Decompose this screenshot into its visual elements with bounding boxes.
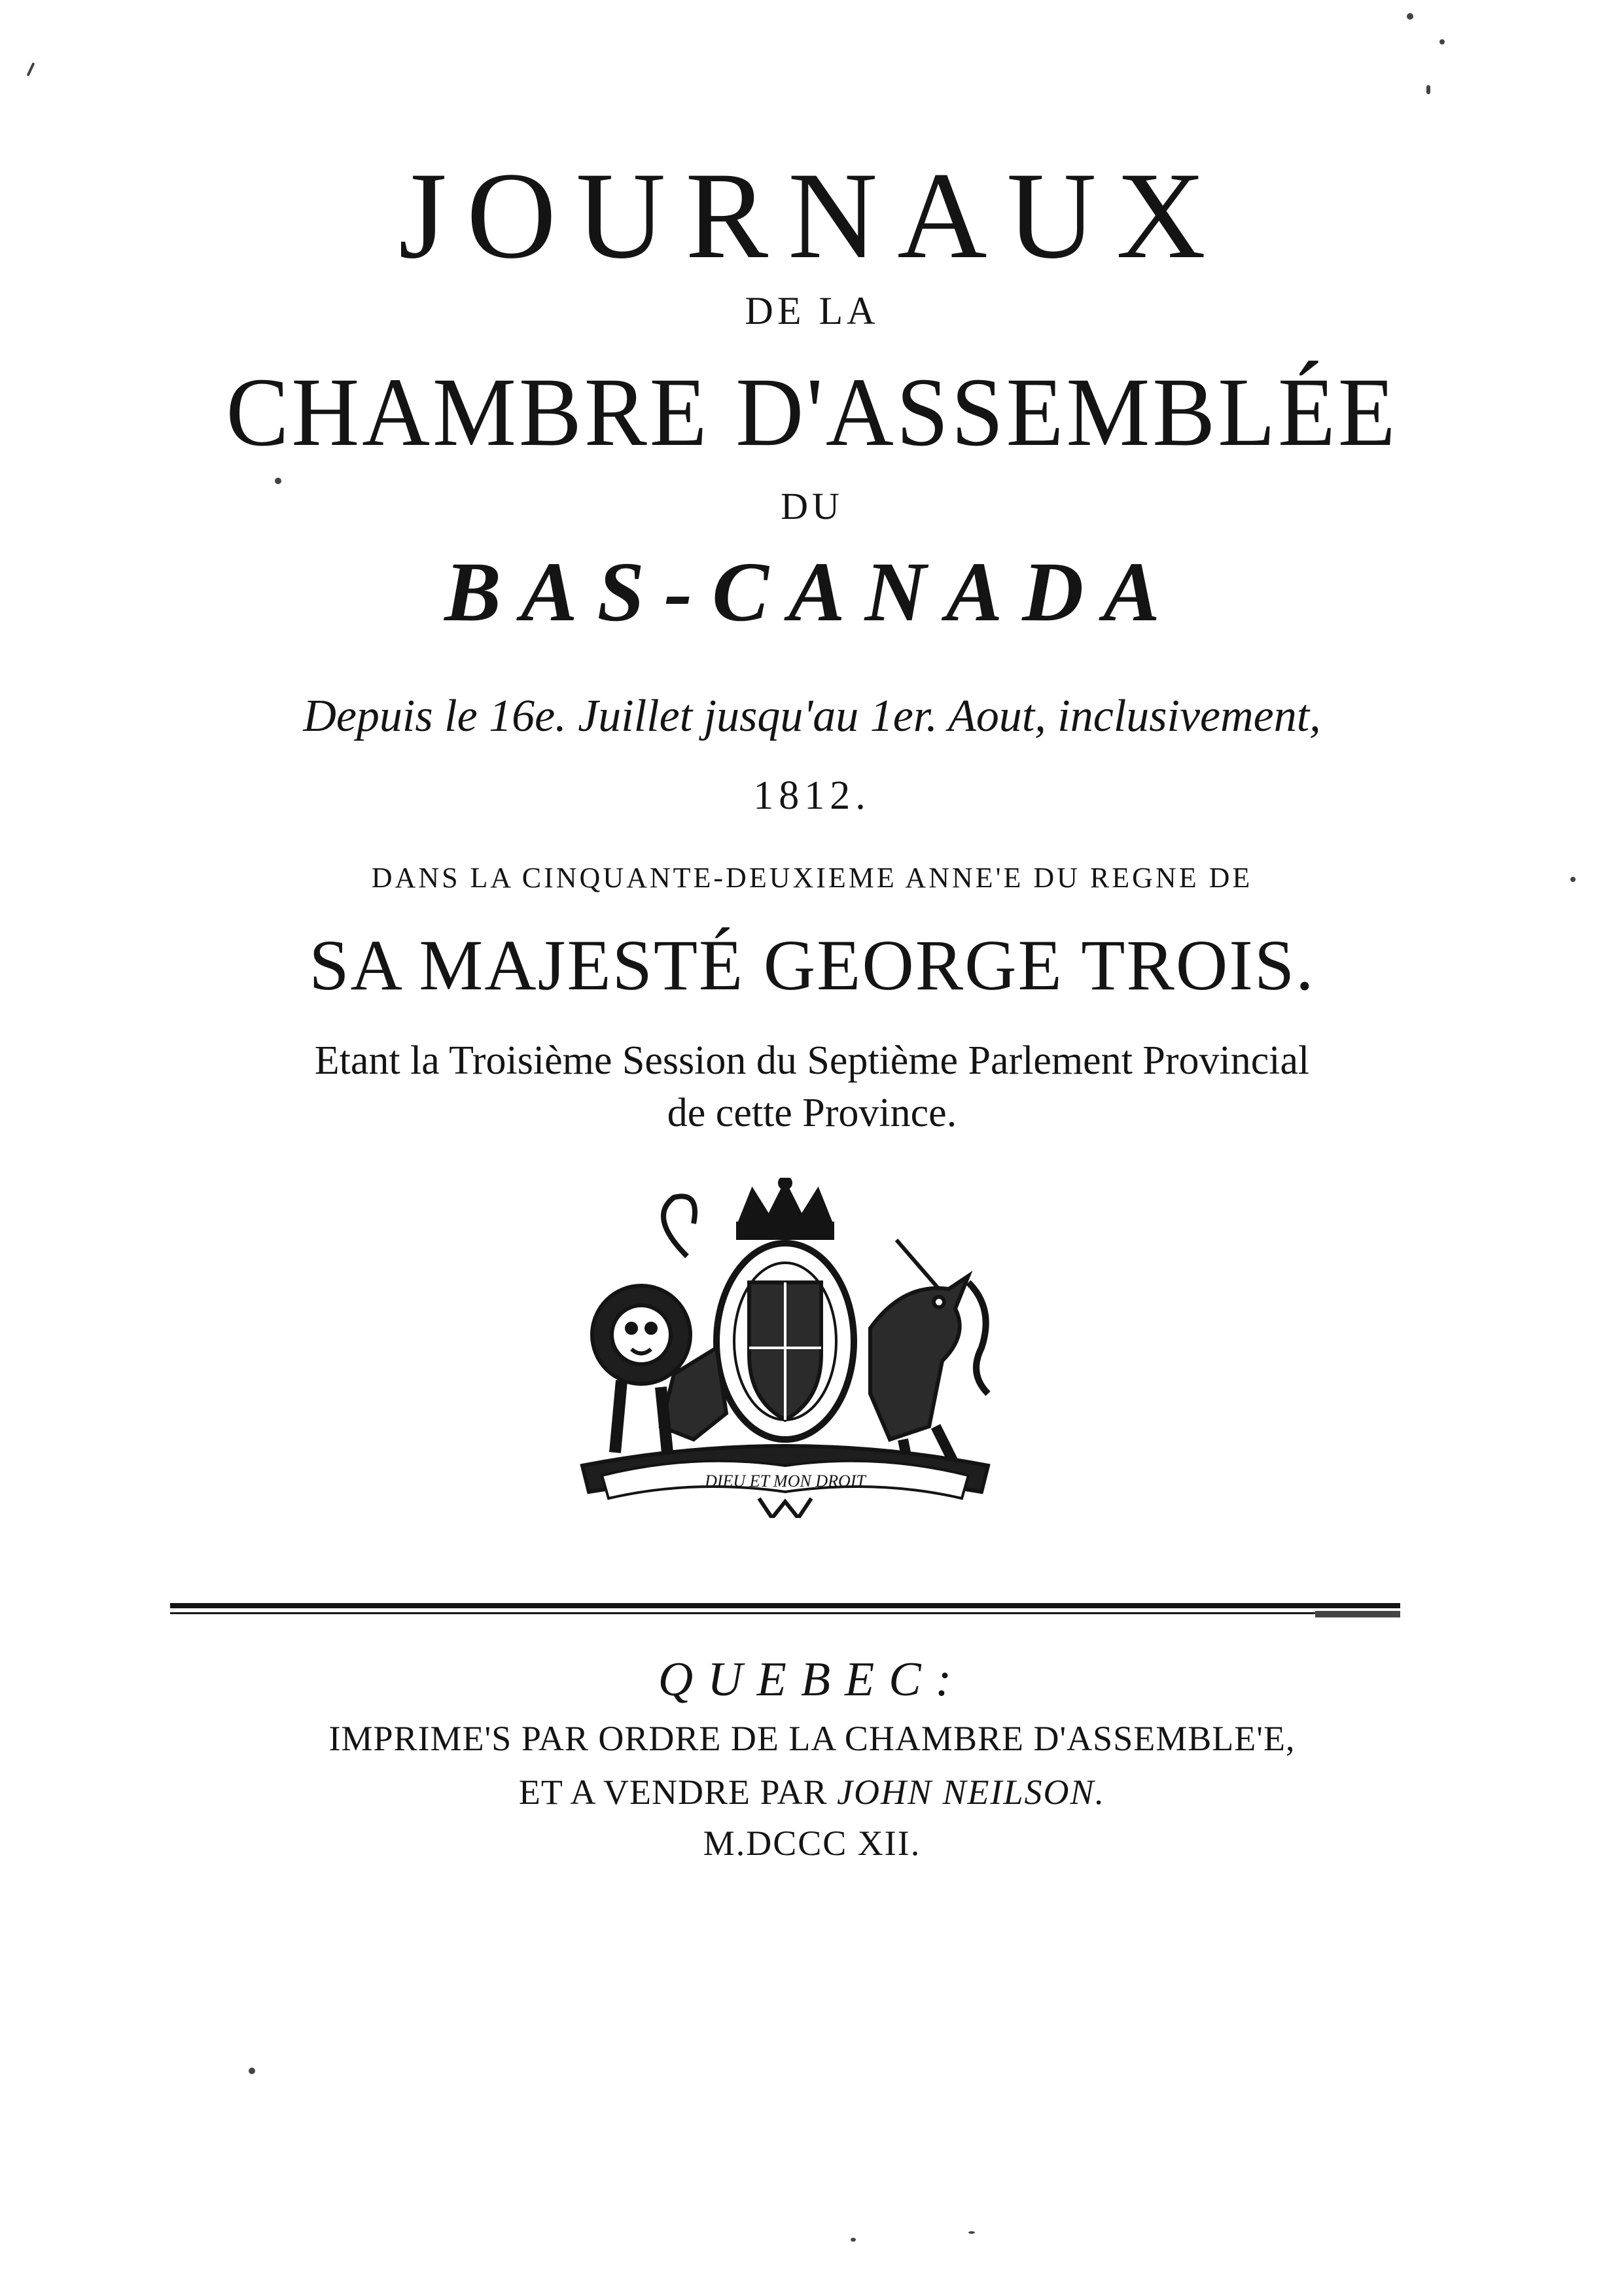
lion-icon [592,1196,726,1453]
reign-line: DANS LA CINQUANTE-DEUXIEME ANNE'E DU REGNE DE [371,862,1253,894]
paper-speck [1426,85,1430,94]
title-journaux: JOURNAUX [398,147,1226,285]
title-du: DU [781,485,843,527]
imprint-city: QUEBEC: [658,1653,966,1706]
motto-text: DIEU ET MON DROIT [705,1472,866,1491]
paper-speck [1570,877,1576,882]
imprint-line-2-prefix: ET A VENDRE PAR [518,1773,838,1812]
imprint-year: M.DCCC XII. [703,1824,921,1863]
paper-speck [27,62,35,77]
session-year: 1812. [753,773,871,818]
paper-speck [1439,39,1445,44]
printer-name: JOHN NEILSON. [837,1773,1106,1812]
royal-coat-of-arms-icon [563,1178,1008,1518]
imprint-line-2 [0,1774,1624,1810]
paper-speck [275,478,281,484]
crown-icon [738,1178,832,1238]
paper-speck [249,2068,255,2074]
paper-speck [968,2231,975,2234]
double-rule-divider [170,1602,1400,1621]
paper-speck [1407,13,1413,20]
title-chambre-assemblee: CHAMBRE D'ASSEMBLÉE [226,358,1398,467]
unicorn-icon [870,1240,988,1472]
session-description: Etant la Troisième Session du Septième Parlement Provincial [314,1038,1310,1083]
session-description-cont: de cette Province. [667,1091,957,1135]
sovereign-name: SA MAJESTÉ GEORGE TROIS. [309,925,1315,1005]
title-bas-canada: BAS-CANADA [444,545,1180,639]
title-de-la: DE LA [745,289,879,332]
paper-speck [851,2238,856,2242]
session-dates: Depuis le 16e. Juillet jusqu'au 1er. Aout, inclusivement, [303,691,1321,741]
imprint-line-1: IMPRIME'S PAR ORDRE DE LA CHAMBRE D'ASSEMBLE'E, [328,1719,1296,1758]
